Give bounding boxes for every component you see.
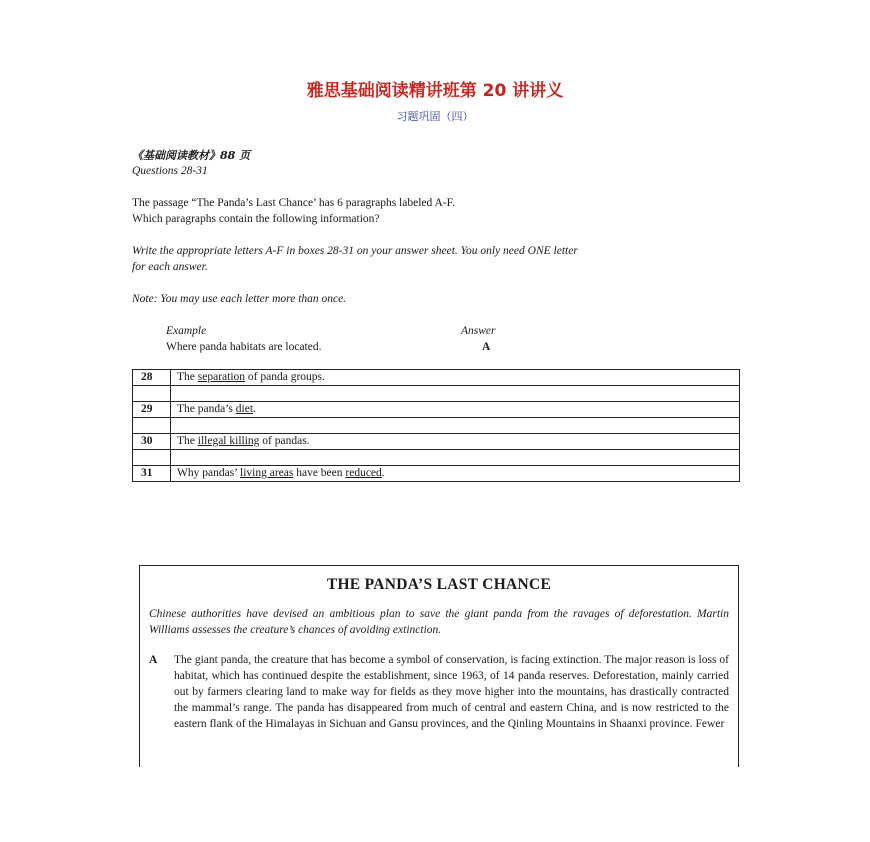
answer-label: Answer	[461, 325, 496, 337]
question-number: 28	[133, 370, 171, 386]
answer-row	[133, 418, 740, 434]
question-text: The illegal killing of pandas.	[171, 434, 740, 450]
question-text: The separation of panda groups.	[171, 370, 740, 386]
passage-box	[139, 565, 739, 767]
question-row	[133, 370, 740, 386]
question-number: 31	[133, 466, 171, 482]
questions-range: Questions 28-31	[132, 165, 208, 177]
answer-row	[133, 450, 740, 466]
answer-row	[133, 386, 740, 402]
question-row	[133, 434, 740, 450]
question-row	[133, 466, 740, 482]
passage-intro: Chinese authorities have devised an ambitious plan to save the giant panda from the ravages of deforestation. Martin Williams assesses the creature’s chances of avoiding extinction.	[149, 608, 729, 636]
example-text: Where panda habitats are located.	[166, 341, 322, 353]
question-number: 30	[133, 434, 171, 450]
paragraph-a	[149, 652, 729, 732]
instruction-line-1: The passage “The Panda’s Last Chance’ has 6 paragraphs labeled A-F.	[132, 197, 455, 209]
write-instruction-line-2: for each answer.	[132, 261, 208, 273]
page-subtitle: 习题巩固（四）	[396, 110, 474, 123]
passage-title: THE PANDA’S LAST CHANCE	[326, 576, 552, 593]
paragraph-text: The giant panda, the creature that has become a symbol of conservation, is facing extinction. The major reason is loss of habitat, which has continued despite the establishment, since 1963, of 14 panda reserves. Deforestation, mainly carried out by farmers clearing land to make way for fields as they move higher into the mountains, has drastically contracted the mammal’s range. The panda has disappeared from much of central and eastern China, and is now restricted to the eastern flank of the Himalayas in Sichuan and Gansu provinces, and the Qinling Mountains in Shaanxi province. Fewer	[174, 654, 729, 730]
question-text: The panda’s diet.	[171, 402, 740, 418]
write-instruction-line-1: Write the appropriate letters A-F in boxes 28-31 on your answer sheet. You only need ONE letter	[132, 245, 578, 257]
book-reference: 《基础阅读教材》88 页	[132, 149, 251, 162]
page-title: 雅思基础阅读精讲班第 20 讲讲义	[306, 81, 564, 101]
questions-table	[132, 369, 740, 482]
paragraph-letter: A	[149, 654, 158, 666]
note: Note: You may use each letter more than once.	[132, 293, 347, 305]
instruction-line-2: Which paragraphs contain the following information?	[132, 213, 380, 225]
question-text: Why pandas’ living areas have been reduced.	[171, 466, 740, 482]
example-label: Example	[166, 325, 207, 337]
question-row	[133, 402, 740, 418]
example-answer: A	[482, 341, 491, 353]
question-number: 29	[133, 402, 171, 418]
